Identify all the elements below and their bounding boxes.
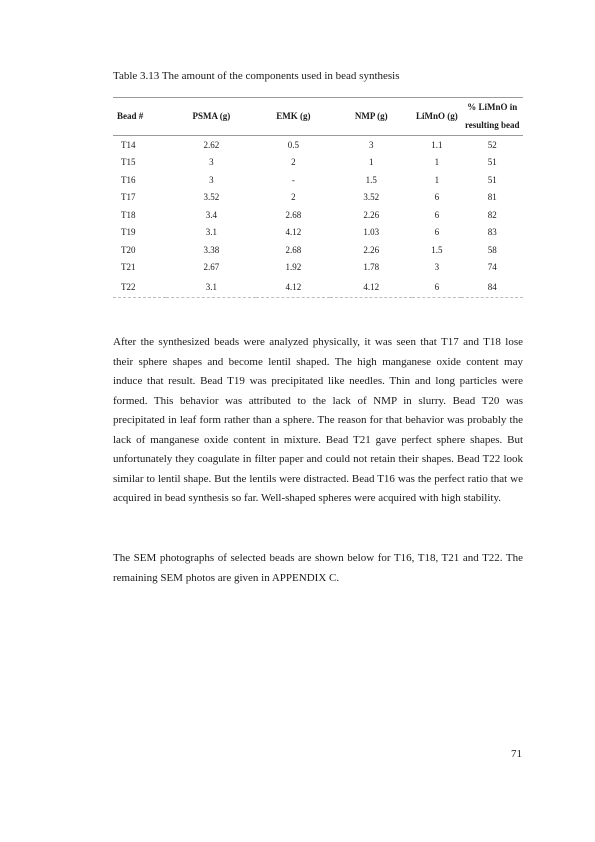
cell-bead: T17 [121,192,136,203]
table-row [113,276,523,298]
table-row [113,189,523,207]
table-header-row [113,98,523,136]
cell-limno-percent: 58 [487,244,497,255]
cell-psma: 2.62 [203,139,220,150]
cell-limno: 3 [434,262,440,273]
cell-limno-percent: 82 [487,209,497,220]
header-nmp: NMP (g) [330,98,412,136]
cell-psma: 3.1 [205,227,218,238]
table-row [113,154,523,172]
cell-limno-percent: 81 [487,192,497,203]
cell-nmp: 4.12 [330,276,412,298]
cell-nmp: 1.5 [365,174,377,185]
cell-nmp: 1 [369,157,374,168]
cell-emk: 4.12 [256,276,330,298]
cell-psma: 3.4 [205,209,218,220]
cell-emk: - [291,174,295,185]
cell-nmp: 1.78 [363,262,380,273]
cell-psma: 3 [209,174,214,185]
header-emk: EMK (g) [256,98,330,136]
page-number: 71 [511,748,522,760]
cell-nmp: 3.52 [363,192,380,203]
cell-psma: 3.52 [203,192,220,203]
header-limno-percent [461,98,523,136]
components-table [113,97,523,298]
cell-limno-percent: 52 [487,139,497,150]
table-row [113,136,523,154]
cell-limno-percent: 84 [461,276,523,298]
table-row [113,259,523,277]
cell-psma: 3.1 [166,276,256,298]
cell-limno: 1.1 [431,139,443,150]
body-paragraph-analysis: After the synthesized beads were analyzed physically, it was seen that T17 and T18 lose their sphere shapes and become lentil shaped. The high manganese oxide content may induce that result. Bead T19 was precipitated like needles. Thin and long particles were formed. This behavior was attributed to the lack of NMP in slurry. Bead T20 was precipitated in leaf form rather than a sphere. The reason for that behavior was probably the lack of manganese oxide content in mixture. Bead T21 gave perfect sphere shapes. But unfortunately they coagulate in filter paper and could not retain their shapes. Bead T22 look similar to lentil shape. But the lentils were distracted. Bead T16 was the perfect ratio that we acquired in bead synthesis so far. Well-shaped spheres were acquired with high stability. [113,336,523,504]
cell-emk: 2.68 [285,209,302,220]
cell-limno-percent: 83 [487,227,497,238]
header-psma: PSMA (g) [166,98,256,136]
cell-emk: 1.92 [285,262,302,273]
cell-bead: T15 [121,157,136,168]
cell-nmp: 2.26 [363,209,380,220]
cell-bead: T16 [121,174,136,185]
table-row [113,206,523,224]
body-paragraph-sem: The SEM photographs of selected beads are shown below for T16, T18, T21 and T22. The remaining SEM photos are given in APPENDIX C. [113,552,523,584]
cell-limno: 6 [412,276,461,298]
cell-nmp: 2.26 [363,244,380,255]
cell-bead: T22 [113,276,166,298]
cell-limno: 6 [434,227,440,238]
cell-bead: T19 [121,227,136,238]
cell-limno-percent: 74 [487,262,497,273]
table-row [113,241,523,259]
header-limno: LiMnO (g) [412,98,461,136]
cell-emk: 4.12 [285,227,302,238]
cell-nmp: 3 [369,139,374,150]
cell-bead: T18 [121,209,136,220]
header-limno-percent-line1: % LiMnO in [467,102,518,113]
cell-limno: 1.5 [431,244,443,255]
table-caption: Table 3.13 The amount of the components used in bead synthesis [113,70,400,82]
cell-limno: 6 [434,209,440,220]
cell-psma: 3.38 [203,244,220,255]
cell-bead: T20 [121,244,136,255]
cell-emk: 2 [291,192,296,203]
cell-bead: T14 [121,139,136,150]
cell-psma: 3 [209,157,214,168]
cell-emk: 2.68 [285,244,302,255]
cell-emk: 0.5 [287,139,299,150]
cell-limno-percent: 51 [487,174,497,185]
cell-nmp: 1.03 [363,227,380,238]
cell-limno: 1 [434,174,440,185]
cell-bead: T21 [121,262,136,273]
table-row [113,171,523,189]
cell-limno-percent: 51 [487,157,497,168]
table-row [113,224,523,242]
cell-psma: 2.67 [203,262,220,273]
cell-limno: 1 [434,157,440,168]
cell-emk: 2 [291,157,296,168]
header-limno-percent-line2: resulting bead [464,119,520,130]
header-bead: Bead # [113,98,166,136]
cell-limno: 6 [434,192,440,203]
